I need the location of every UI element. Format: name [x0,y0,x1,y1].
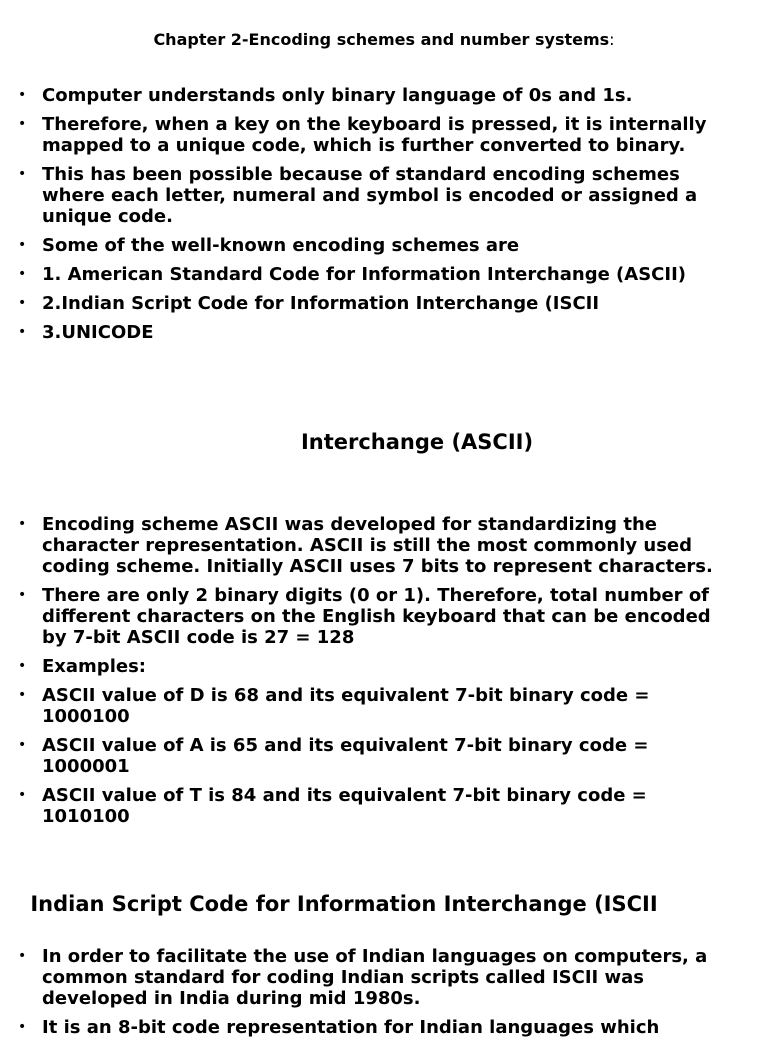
iscii-section-heading: Indian Script Code for Information Interchange (ISCII [30,892,658,916]
bullet-item: • Examples: [0,656,768,677]
bullet-item: • This has been possible because of standard encoding schemes where each letter, numeral and symbol is encoded or assigned a unique code. [0,164,768,227]
bullet-item: • Encoding scheme ASCII was developed for standardizing the character representation. ASCII is still the most commonly used coding scheme. Initially ASCII uses 7 bits to represent characters. [0,514,768,577]
bullet-item: • In order to facilitate the use of Indian languages on computers, a common standard for coding Indian scripts called ISCII was developed in India during mid 1980s. [0,946,768,1009]
ascii-section-heading: Interchange (ASCII) [300,430,534,454]
bullet-item: • 1. American Standard Code for Information Interchange (ASCII) [0,264,768,285]
bullet-item: • 3.UNICODE [0,322,768,343]
page-title-colon: : [609,30,615,49]
iscii-bullet-list [0,946,768,1046]
bullet-item: • Some of the well-known encoding schemes are [0,235,768,256]
bullet-item: • 2.Indian Script Code for Information Interchange (ISCII [0,293,768,314]
bullet-item: • ASCII value of A is 65 and its equivalent 7-bit binary code = 1000001 [0,735,768,777]
bullet-item: • There are only 2 binary digits (0 or 1). Therefore, total number of different characters on the English keyboard that can be encoded by 7-bit ASCII code is 27 = 128 [0,585,768,648]
bullet-item: • Therefore, when a key on the keyboard is pressed, it is internally mapped to a unique code, which is further converted to binary. [0,114,768,156]
bullet-item: • ASCII value of T is 84 and its equivalent 7-bit binary code = 1010100 [0,785,768,827]
bullet-item: • ASCII value of D is 68 and its equivalent 7-bit binary code = 1000100 [0,685,768,727]
intro-bullet-list [0,85,768,351]
bullet-item: • It is an 8-bit code representation for Indian languages which [0,1017,768,1038]
ascii-bullet-list [0,514,768,835]
page-title [0,30,768,50]
bullet-item: • Computer understands only binary language of 0s and 1s. [0,85,768,106]
page-title-text: Chapter 2-Encoding schemes and number systems [153,30,610,49]
